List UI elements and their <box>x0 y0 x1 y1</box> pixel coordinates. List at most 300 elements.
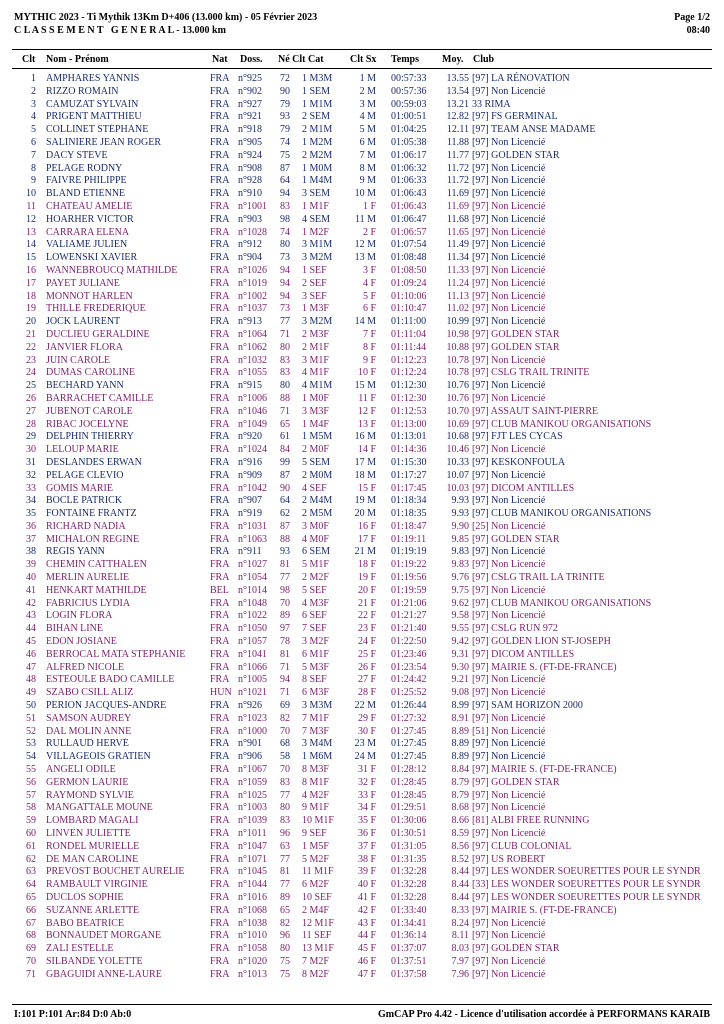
cell-sx: 1 F <box>362 200 376 212</box>
cell-club: [97] DICOM ANTILLES <box>472 482 575 494</box>
cell-ne: 74 <box>280 136 290 148</box>
table-row <box>0 790 724 803</box>
cell-club: [97] Non Licencié <box>472 380 546 392</box>
table-row <box>0 406 724 419</box>
cell-doss: n°1006 <box>238 392 267 404</box>
cell-moy: 9.93 <box>451 495 469 507</box>
cell-doss: n°1044 <box>238 879 267 891</box>
cell-cat: 3 M1M <box>302 239 333 251</box>
cell-clt: 24 <box>26 367 36 379</box>
cell-doss: n°1058 <box>238 943 267 955</box>
cell-club: [97] Non Licencié <box>472 175 546 187</box>
cell-club: [97] CLUB COLONIAL <box>472 840 572 852</box>
col-clt-sx: Clt Sx <box>350 54 377 65</box>
cell-club: [97] CLUB MANIKOU ORGANISATIONS <box>472 508 652 520</box>
cell-temps: 01:15:30 <box>391 456 427 468</box>
cell-sx: 28 F <box>357 687 376 699</box>
cell-temps: 01:12:30 <box>391 380 427 392</box>
cell-moy: 7.96 <box>451 968 469 980</box>
cell-sx: 17 M <box>354 456 376 468</box>
cell-doss: n°1048 <box>238 597 267 609</box>
cell-nat: FRA <box>210 213 230 225</box>
cell-moy: 11.02 <box>446 303 469 315</box>
cell-doss: n°920 <box>238 431 262 443</box>
cell-nom: VALIAME JULIEN <box>46 239 128 251</box>
cell-moy: 8.11 <box>451 930 469 942</box>
table-row <box>0 99 724 112</box>
cell-ne: 88 <box>280 533 290 545</box>
cell-nat: FRA <box>210 162 230 174</box>
cell-nom: FAIVRE PHILIPPE <box>46 175 127 187</box>
cell-club: [97] TEAM ANSE MADAME <box>472 124 596 136</box>
cell-ne: 71 <box>280 661 290 673</box>
table-row <box>0 367 724 380</box>
cell-sx: 40 F <box>357 879 376 891</box>
cell-clt: 69 <box>26 943 36 955</box>
cell-moy: 8.44 <box>451 866 469 878</box>
cell-cat: 1 M1F <box>302 200 329 212</box>
cell-doss: n°907 <box>238 495 262 507</box>
cell-clt: 16 <box>26 264 36 276</box>
cell-clt: 68 <box>26 930 36 942</box>
cell-clt: 57 <box>26 789 36 801</box>
cell-doss: n°1027 <box>238 559 267 571</box>
col-clt: Clt <box>22 54 36 65</box>
cell-moy: 10.69 <box>446 418 469 430</box>
cell-nom: WANNEBROUCQ MATHILDE <box>46 264 178 276</box>
cell-ne: 97 <box>280 623 290 635</box>
cell-nom: DESLANDES ERWAN <box>46 456 142 468</box>
cell-ne: 94 <box>280 188 290 200</box>
cell-cat: 5 SEF <box>302 584 327 596</box>
cell-nat: FRA <box>210 149 230 161</box>
cell-nat: FRA <box>210 572 230 584</box>
cell-ne: 96 <box>280 828 290 840</box>
cell-doss: n°1071 <box>238 853 267 865</box>
cell-moy: 8.24 <box>451 917 469 929</box>
cell-temps: 01:11:04 <box>391 328 427 340</box>
cell-cat: 3 M4M <box>302 738 333 750</box>
cell-nat: FRA <box>210 955 230 967</box>
cell-sx: 8 F <box>362 341 376 353</box>
cell-clt: 67 <box>26 917 36 929</box>
cell-nat: FRA <box>210 559 230 571</box>
cell-sx: 26 F <box>357 661 376 673</box>
cell-club: [97] Non Licencié <box>472 188 546 200</box>
cell-doss: n°1066 <box>238 661 267 673</box>
table-row <box>0 303 724 316</box>
cell-cat: 8 M3F <box>302 764 329 776</box>
cell-nom: CARRARA ELENA <box>46 226 130 238</box>
table-row <box>0 585 724 598</box>
cell-doss: n°928 <box>238 175 262 187</box>
cell-cat: 4 M2F <box>302 789 329 801</box>
cell-cat: 8 SEF <box>302 674 327 686</box>
cell-doss: n°924 <box>238 149 262 161</box>
cell-moy: 11.34 <box>446 252 469 264</box>
cell-temps: 01:21:06 <box>391 597 427 609</box>
cell-cat: 5 SEM <box>302 456 331 468</box>
table-row <box>0 508 724 521</box>
cell-moy: 9.76 <box>451 572 469 584</box>
cell-ne: 98 <box>280 584 290 596</box>
cell-cat: 2 M2M <box>302 149 333 161</box>
cell-nom: PERION JACQUES-ANDRE <box>46 700 167 712</box>
cell-club: [97] GOLDEN STAR <box>472 341 560 353</box>
cell-sx: 5 F <box>362 290 376 302</box>
table-row <box>0 534 724 547</box>
cell-clt: 49 <box>26 687 36 699</box>
cell-cat: 7 M2F <box>302 955 329 967</box>
cell-ne: 81 <box>280 559 290 571</box>
cell-ne: 87 <box>280 162 290 174</box>
cell-club: [97] FS GERMINAL <box>472 111 558 123</box>
table-row <box>0 738 724 751</box>
cell-cat: 2 M0M <box>302 469 333 481</box>
cell-club: [81] ALBI FREE RUNNING <box>472 815 590 827</box>
cell-sx: 31 F <box>357 764 376 776</box>
cell-moy: 8.89 <box>451 738 469 750</box>
cell-sx: 24 M <box>354 751 376 763</box>
cell-nom: GBAGUIDI ANNE-LAURE <box>46 968 162 980</box>
footer-license: GmCAP Pro 4.42 - Licence d'utilisation accordée à PERFORMANS KARAIB <box>377 1009 710 1020</box>
cell-sx: 18 F <box>357 559 376 571</box>
cell-club: [97] Non Licencié <box>472 277 546 289</box>
cell-club: [97] Non Licencié <box>472 546 546 558</box>
cell-cat: 5 M2F <box>302 853 329 865</box>
cell-moy: 13.55 <box>446 73 469 84</box>
cell-club: [97] Non Licencié <box>472 392 546 404</box>
cell-sx: 16 M <box>354 431 376 443</box>
cell-nat: FRA <box>210 776 230 788</box>
cell-nom: MANGATTALE MOUNE <box>46 802 153 814</box>
cell-clt: 43 <box>26 610 36 622</box>
cell-cat: 1 M2F <box>302 226 329 238</box>
table-row <box>0 175 724 188</box>
cell-doss: n°911 <box>238 546 262 558</box>
cell-clt: 22 <box>26 341 36 353</box>
cell-sx: 21 M <box>354 546 376 558</box>
cell-sx: 29 F <box>357 712 376 724</box>
cell-doss: n°1049 <box>238 418 267 430</box>
cell-ne: 89 <box>280 892 290 903</box>
cell-temps: 01:34:41 <box>391 917 427 929</box>
cell-ne: 80 <box>280 341 290 353</box>
cell-clt: 62 <box>26 853 36 865</box>
table-row <box>0 291 724 304</box>
cell-cat: 2 M1M <box>302 124 333 136</box>
cell-clt: 20 <box>26 316 36 328</box>
cell-sx: 15 F <box>357 482 376 494</box>
cell-sx: 10 F <box>357 367 376 379</box>
cell-ne: 71 <box>280 328 290 340</box>
cell-sx: 15 M <box>354 380 376 392</box>
cell-cat: 5 M1F <box>302 559 329 571</box>
cell-club: [97] Non Licencié <box>472 712 546 724</box>
cell-temps: 01:28:45 <box>391 789 427 801</box>
cell-sx: 20 M <box>354 508 376 520</box>
cell-nom: JANVIER FLORA <box>46 341 123 353</box>
cell-doss: n°1046 <box>238 405 267 417</box>
cell-cat: 6 M3F <box>302 687 329 699</box>
cell-nom: RONDEL MURIELLE <box>46 840 140 852</box>
cell-moy: 10.78 <box>446 354 469 366</box>
cell-club: [97] GOLDEN LION ST-JOSEPH <box>472 636 611 648</box>
cell-moy: 10.99 <box>446 316 469 328</box>
cell-cat: 2 M1F <box>302 341 329 353</box>
cell-clt: 48 <box>26 674 36 686</box>
table-row <box>0 879 724 892</box>
cell-sx: 23 M <box>354 738 376 750</box>
cell-club: [97] Non Licencié <box>472 200 546 212</box>
cell-sx: 32 F <box>357 776 376 788</box>
table-row <box>0 649 724 662</box>
cell-temps: 01:37:07 <box>391 943 427 955</box>
cell-nat: FRA <box>210 610 230 622</box>
cell-doss: n°1041 <box>238 648 267 660</box>
cell-sx: 6 F <box>362 303 376 315</box>
cell-moy: 8.89 <box>451 751 469 763</box>
cell-clt: 8 <box>31 162 36 174</box>
cell-moy: 10.07 <box>446 469 469 481</box>
table-row <box>0 355 724 368</box>
cell-clt: 66 <box>26 904 36 916</box>
cell-cat: 4 SEM <box>302 213 331 225</box>
cell-cat: 2 M4F <box>302 904 329 916</box>
cell-ne: 69 <box>280 700 290 712</box>
cell-temps: 01:05:38 <box>391 136 427 148</box>
cell-temps: 01:21:40 <box>391 623 427 635</box>
cell-cat: 2 M2F <box>302 572 329 584</box>
cell-nat: FRA <box>210 597 230 609</box>
table-row <box>0 521 724 534</box>
cell-cat: 1 M5M <box>302 431 333 443</box>
cell-club: [97] Non Licencié <box>472 85 546 97</box>
cell-ne: 68 <box>280 738 290 750</box>
cell-nat: FRA <box>210 277 230 289</box>
table-row <box>0 201 724 214</box>
table-row <box>0 559 724 572</box>
cell-moy: 9.93 <box>451 508 469 520</box>
cell-cat: 1 M6M <box>302 751 333 763</box>
table-row <box>0 636 724 649</box>
cell-clt: 42 <box>26 597 36 609</box>
cell-temps: 01:32:28 <box>391 892 427 903</box>
cell-moy: 8.56 <box>451 840 469 852</box>
cell-clt: 54 <box>26 751 36 763</box>
cell-clt: 3 <box>31 98 36 110</box>
cell-temps: 01:26:44 <box>391 700 427 712</box>
cell-club: [97] CSLG TRAIL LA TRINITE <box>472 572 605 584</box>
cell-doss: n°1010 <box>238 930 267 942</box>
cell-nat: FRA <box>210 661 230 673</box>
cell-ne: 64 <box>280 495 290 507</box>
cell-doss: n°1011 <box>238 828 267 840</box>
cell-nom: ZALI ESTELLE <box>46 943 114 955</box>
cell-doss: n°1037 <box>238 303 267 315</box>
cell-nom: CHEMIN CATTHALEN <box>46 559 147 571</box>
cell-clt: 47 <box>26 661 36 673</box>
cell-nat: FRA <box>210 456 230 468</box>
col-nat: Nat <box>212 54 228 65</box>
cell-nat: FRA <box>210 252 230 264</box>
cell-nat: FRA <box>210 546 230 558</box>
cell-ne: 77 <box>280 316 290 328</box>
cell-temps: 01:27:45 <box>391 725 427 737</box>
cell-sx: 9 M <box>359 175 376 187</box>
cell-clt: 7 <box>31 149 36 161</box>
cell-ne: 83 <box>280 354 290 366</box>
cell-ne: 70 <box>280 597 290 609</box>
cell-doss: n°1023 <box>238 712 267 724</box>
cell-cat: 4 M1M <box>302 380 333 392</box>
cell-sx: 38 F <box>357 853 376 865</box>
cell-nat: BEL <box>210 584 229 596</box>
cell-club: [97] DICOM ANTILLES <box>472 648 575 660</box>
cell-sx: 37 F <box>357 840 376 852</box>
cell-temps: 01:13:00 <box>391 418 427 430</box>
cell-clt: 60 <box>26 828 36 840</box>
cell-club: [97] MAIRIE S. (FT-DE-FRANCE) <box>472 764 617 776</box>
header-rule-bottom <box>12 68 712 69</box>
cell-ne: 75 <box>280 968 290 980</box>
cell-moy: 11.24 <box>446 277 469 289</box>
cell-sx: 6 M <box>359 136 376 148</box>
cell-club: [97] Non Licencié <box>472 252 546 264</box>
table-row <box>0 546 724 559</box>
cell-nom: RULLAUD HERVÉ <box>46 738 129 750</box>
cell-nat: FRA <box>210 968 230 980</box>
cell-club: [97] Non Licencié <box>472 789 546 801</box>
cell-nom: RIBAC JOCELYNE <box>46 418 129 430</box>
cell-cat: 4 SEF <box>302 482 327 494</box>
cell-temps: 01:19:22 <box>391 559 427 571</box>
cell-temps: 01:12:53 <box>391 405 427 417</box>
col-moy: Moy. <box>442 54 464 65</box>
cell-club: [97] Non Licencié <box>472 469 546 481</box>
cell-nom: EDON JOSIANE <box>46 636 117 648</box>
cell-cat: 1 M4M <box>302 175 333 187</box>
classification-title: C L A S S E M E N T G E N E R A L - 13.000 km <box>14 25 226 36</box>
cell-temps: 01:17:45 <box>391 482 427 494</box>
cell-nat: FRA <box>210 367 230 379</box>
cell-nat: FRA <box>210 73 230 84</box>
cell-clt: 45 <box>26 636 36 648</box>
cell-temps: 01:21:27 <box>391 610 427 622</box>
cell-club: [97] GOLDEN STAR <box>472 149 560 161</box>
cell-nat: FRA <box>210 444 230 456</box>
cell-temps: 01:33:40 <box>391 904 427 916</box>
cell-club: [97] Non Licencié <box>472 559 546 571</box>
cell-nat: FRA <box>210 226 230 238</box>
cell-cat: 1 M3M <box>302 73 333 84</box>
cell-ne: 71 <box>280 687 290 699</box>
cell-clt: 37 <box>26 533 36 545</box>
cell-doss: n°1047 <box>238 840 267 852</box>
cell-nom: PELAGE CLEVIO <box>46 469 124 481</box>
cell-sx: 44 F <box>357 930 376 942</box>
cell-club: [97] Non Licencié <box>472 968 546 980</box>
table-row <box>0 124 724 137</box>
cell-cat: 4 M1F <box>302 367 329 379</box>
cell-cat: 9 SEF <box>302 828 327 840</box>
col-temps: Temps <box>391 54 419 65</box>
cell-moy: 9.08 <box>451 687 469 699</box>
cell-doss: n°1021 <box>238 687 267 699</box>
cell-clt: 27 <box>26 405 36 417</box>
cell-sx: 9 F <box>362 354 376 366</box>
table-row <box>0 598 724 611</box>
table-row <box>0 150 724 163</box>
cell-club: [97] GOLDEN STAR <box>472 943 560 955</box>
cell-doss: n°910 <box>238 188 262 200</box>
cell-ne: 83 <box>280 200 290 212</box>
cell-clt: 31 <box>26 456 36 468</box>
cell-nat: FRA <box>210 930 230 942</box>
cell-ne: 96 <box>280 930 290 942</box>
cell-doss: n°926 <box>238 700 262 712</box>
cell-moy: 9.58 <box>451 610 469 622</box>
cell-nom: SUZANNE ARLETTE <box>46 904 140 916</box>
cell-nat: FRA <box>210 712 230 724</box>
cell-nat: FRA <box>210 85 230 97</box>
cell-temps: 00:57:36 <box>391 85 427 97</box>
cell-temps: 00:57:33 <box>391 73 427 84</box>
table-row <box>0 86 724 99</box>
cell-temps: 01:13:01 <box>391 431 427 443</box>
table-row <box>0 930 724 943</box>
cell-moy: 13.21 <box>446 98 469 110</box>
cell-cat: 6 SEM <box>302 546 331 558</box>
cell-ne: 62 <box>280 508 290 520</box>
cell-cat: 5 M3F <box>302 661 329 673</box>
cell-club: [97] Non Licencié <box>472 316 546 328</box>
cell-cat: 1 M1M <box>302 98 333 110</box>
cell-cat: 3 SEM <box>302 188 331 200</box>
cell-nat: FRA <box>210 341 230 353</box>
cell-temps: 01:37:51 <box>391 955 427 967</box>
cell-ne: 83 <box>280 776 290 788</box>
cell-ne: 77 <box>280 572 290 584</box>
cell-ne: 80 <box>280 943 290 955</box>
cell-moy: 9.55 <box>451 623 469 635</box>
cell-nom: MONNOT HARLEN <box>46 290 133 302</box>
cell-nom: RIZZO ROMAIN <box>46 85 119 97</box>
cell-clt: 41 <box>26 584 36 596</box>
cell-doss: n°1068 <box>238 904 267 916</box>
cell-cat: 3 M0F <box>302 520 329 532</box>
cell-doss: n°921 <box>238 111 262 123</box>
cell-sx: 45 F <box>357 943 376 955</box>
cell-sx: 36 F <box>357 828 376 840</box>
cell-clt: 26 <box>26 392 36 404</box>
cell-nom: PRIGENT MATTHIEU <box>46 111 142 123</box>
cell-nat: FRA <box>210 725 230 737</box>
cell-doss: n°1001 <box>238 200 267 212</box>
cell-nom: BARRACHET CAMILLE <box>46 392 154 404</box>
cell-club: [97] Non Licencié <box>472 213 546 225</box>
cell-nom: DUMAS CAROLINE <box>46 367 136 379</box>
table-row <box>0 188 724 201</box>
cell-nom: LOGIN FLORA <box>46 610 113 622</box>
table-row <box>0 918 724 931</box>
cell-cat: 12 M1F <box>302 917 334 929</box>
cell-doss: n°908 <box>238 162 262 174</box>
cell-nat: FRA <box>210 764 230 776</box>
cell-clt: 9 <box>31 175 36 187</box>
cell-nom: RAYMOND SYLVIE <box>46 789 134 801</box>
cell-cat: 1 M3F <box>302 303 329 315</box>
